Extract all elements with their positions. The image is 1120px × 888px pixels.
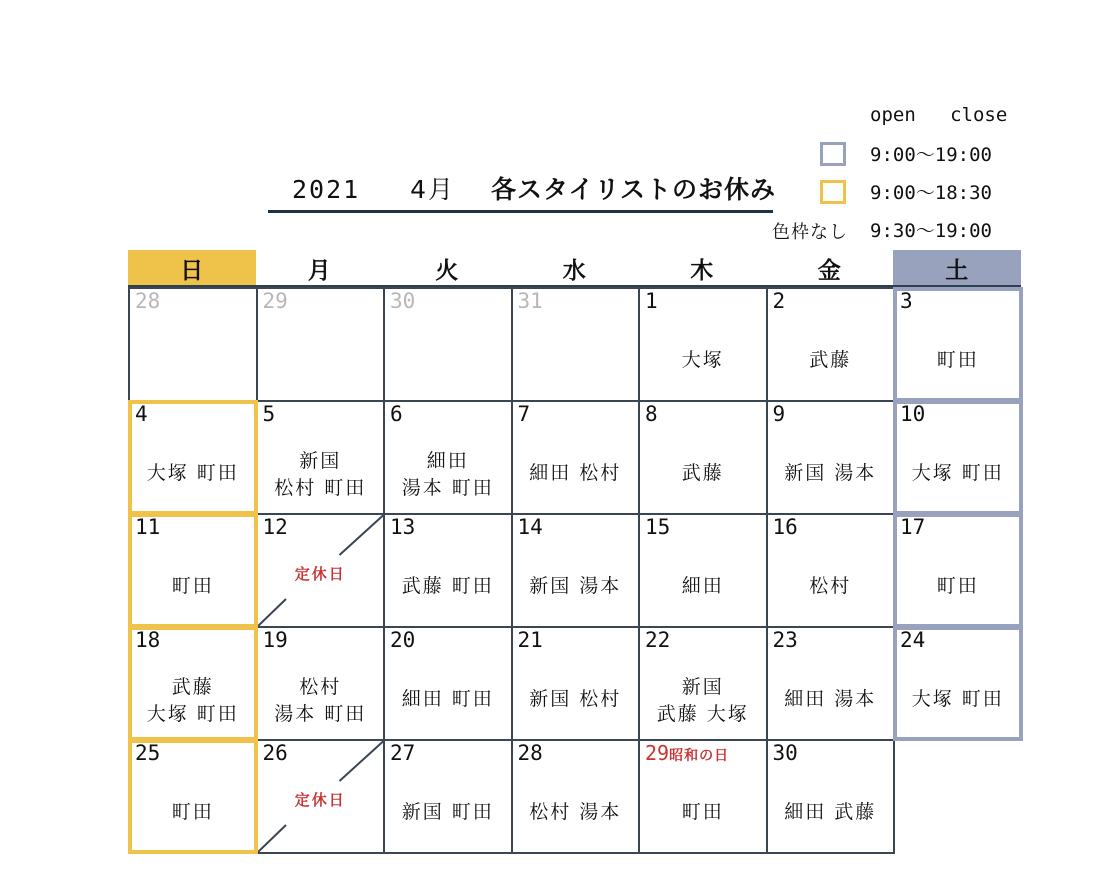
day-number: 28: [135, 289, 161, 313]
stylist-names: 湯本 町田: [274, 703, 367, 725]
day-cell: [893, 513, 1023, 628]
weekday-header: 木: [690, 257, 714, 284]
day-number: 26: [262, 741, 288, 765]
stylist-names: 細田 武藤: [784, 801, 877, 823]
legend-hours: 9:00～19:00: [870, 144, 992, 166]
stylist-names: 新国 湯本: [529, 575, 622, 597]
stylist-names: 新国 松村: [529, 688, 622, 710]
day-number: 21: [517, 628, 543, 652]
holiday-name: 昭和の日: [669, 748, 730, 764]
day-cell: [128, 400, 258, 515]
day-cell: [511, 400, 641, 515]
stylist-names: 松村 湯本: [529, 801, 622, 823]
stylist-names: 大塚 町田: [146, 462, 239, 484]
day-number: 19: [262, 628, 288, 652]
day-number: 24: [900, 628, 926, 652]
stylist-off-list: [130, 799, 256, 826]
day-number: 29昭和の日: [645, 741, 730, 765]
day-number: 28: [517, 741, 543, 765]
weekday-header: 土: [893, 250, 1021, 286]
legend-color-box: [820, 142, 846, 166]
day-number: 18: [135, 628, 161, 652]
day-cell: [766, 513, 896, 628]
day-number: 30: [390, 289, 416, 313]
day-number: 27: [390, 741, 416, 765]
stylist-names: 細田 町田: [401, 688, 494, 710]
stylist-off-list: [768, 686, 894, 713]
day-cell: [638, 287, 768, 402]
stylist-names: 大塚: [681, 349, 724, 371]
day-cell: [128, 626, 258, 741]
day-cell: [256, 287, 386, 402]
weekday-header: 日: [128, 250, 256, 286]
day-number: 20: [390, 628, 416, 652]
stylist-off-list: [640, 460, 766, 487]
day-cell: [256, 400, 386, 515]
closed-day-label: 定休日: [294, 565, 346, 583]
day-number: 31: [517, 289, 543, 313]
stylist-off-list: [640, 573, 766, 600]
day-number: 16: [772, 515, 798, 539]
weekday-header: 月: [307, 257, 331, 284]
stylist-off-list: [258, 674, 384, 728]
day-cell: [511, 739, 641, 854]
stylist-names: 新国: [681, 676, 724, 698]
stylist-names: 町田: [681, 801, 724, 823]
day-number: 7: [517, 402, 531, 426]
stylist-off-list: [513, 573, 639, 600]
stylist-names: 武藤: [681, 462, 724, 484]
stylist-names: 新国 町田: [401, 801, 494, 823]
day-number: 3: [900, 289, 913, 313]
stylist-names: 新国: [299, 450, 342, 472]
calendar-title: [292, 170, 776, 206]
day-cell: [128, 287, 258, 402]
stylist-off-list: [385, 448, 511, 502]
day-number: 10: [900, 402, 926, 426]
day-cell: [893, 400, 1023, 515]
day-cell: [766, 626, 896, 741]
day-number: 29: [262, 289, 288, 313]
day-cell: [383, 400, 513, 515]
stylist-off-list: [513, 799, 639, 826]
day-number: 11: [135, 515, 161, 539]
legend-header: open close: [870, 104, 1008, 126]
stylist-off-list: [513, 460, 639, 487]
stylist-off-list: [768, 799, 894, 826]
stylist-off-list: [640, 674, 766, 728]
day-cell: [893, 287, 1023, 402]
day-number: 14: [517, 515, 543, 539]
day-number: 15: [645, 515, 671, 539]
stylist-off-list: [385, 686, 511, 713]
stylist-names: 武藤 町田: [401, 575, 494, 597]
day-cell: [638, 513, 768, 628]
stylist-names: 町田: [936, 349, 979, 371]
day-number: 12: [262, 515, 288, 539]
stylist-off-list: [130, 460, 256, 487]
stylist-off-list: [130, 573, 256, 600]
title-year: 2021: [292, 175, 361, 204]
day-cell: [893, 626, 1023, 741]
day-cell: [766, 400, 896, 515]
day-cell: [256, 739, 386, 854]
stylist-off-list: [258, 448, 384, 502]
day-cell: [766, 287, 896, 402]
day-cell: [766, 739, 896, 854]
day-number: 2: [772, 289, 786, 313]
stylist-off-list: [130, 674, 256, 728]
day-cell: [383, 739, 513, 854]
day-cell: [256, 626, 386, 741]
stylist-off-list: [640, 347, 766, 374]
day-number: 6: [390, 402, 403, 426]
weekday-header: 金: [817, 257, 841, 284]
stylist-off-list: [385, 573, 511, 600]
stylist-names: 大塚 町田: [146, 703, 239, 725]
weekday-header: 水: [562, 257, 586, 284]
stylist-names: 松村: [809, 575, 852, 597]
day-cell: [128, 739, 258, 854]
stylist-names: 松村: [299, 676, 342, 698]
stylist-off-list: [895, 460, 1021, 487]
stylist-names: 町田: [171, 575, 214, 597]
legend-color-box: [820, 180, 846, 204]
stylist-names: 大塚 町田: [911, 688, 1004, 710]
day-cell: [511, 287, 641, 402]
day-cell: [638, 400, 768, 515]
stylist-names: 町田: [936, 575, 979, 597]
legend-none-label: 色枠なし: [772, 222, 848, 243]
stylist-names: 松村 町田: [274, 477, 367, 499]
day-number: 22: [645, 628, 671, 652]
stylist-off-list: [768, 460, 894, 487]
stylist-off-list: [895, 347, 1021, 374]
stylist-off-list: [895, 686, 1021, 713]
day-number: 4: [135, 402, 148, 426]
stylist-names: 細田: [681, 575, 724, 597]
day-cell: [638, 626, 768, 741]
stylist-names: 湯本 町田: [401, 477, 494, 499]
day-number: 5: [262, 402, 276, 426]
day-number: 30: [772, 741, 798, 765]
legend-none-hours: 9:30～19:00: [870, 220, 992, 242]
day-number: 23: [772, 628, 798, 652]
weekday-header: 火: [435, 257, 459, 284]
stylist-names: 大塚 町田: [911, 462, 1004, 484]
day-cell: [511, 626, 641, 741]
day-number: 1: [645, 289, 658, 313]
stylist-off-list: [895, 573, 1021, 600]
stylist-off-list: [768, 347, 894, 374]
day-cell: [128, 513, 258, 628]
day-cell: [511, 513, 641, 628]
stylist-names: 武藤: [809, 349, 852, 371]
day-number: 13: [390, 515, 416, 539]
day-number: 9: [772, 402, 786, 426]
day-cell: [383, 513, 513, 628]
empty-cell: [893, 739, 1023, 854]
legend-hours: 9:00～18:30: [870, 182, 992, 204]
title-month: 4月: [410, 175, 456, 204]
day-cell: [383, 287, 513, 402]
stylist-names: 細田 湯本: [784, 688, 877, 710]
title-name: 各スタイリストのお休み: [490, 175, 776, 204]
closed-day-label: 定休日: [294, 791, 346, 809]
title-underline: [268, 210, 773, 213]
day-number: 17: [900, 515, 926, 539]
stylist-off-list: [513, 686, 639, 713]
day-number: 25: [135, 741, 161, 765]
stylist-off-list: [640, 799, 766, 826]
stylist-off-list: [768, 573, 894, 600]
stylist-names: 細田: [426, 450, 469, 472]
stylist-names: 武藤: [171, 676, 214, 698]
day-cell: [383, 626, 513, 741]
day-cell: [256, 513, 386, 628]
stylist-names: 町田: [171, 801, 214, 823]
stylist-names: 武藤 大塚: [656, 703, 749, 725]
stylist-off-list: [385, 799, 511, 826]
day-number: 8: [645, 402, 658, 426]
stylist-names: 細田 松村: [529, 462, 622, 484]
day-cell: [638, 739, 768, 854]
stylist-names: 新国 湯本: [784, 462, 877, 484]
